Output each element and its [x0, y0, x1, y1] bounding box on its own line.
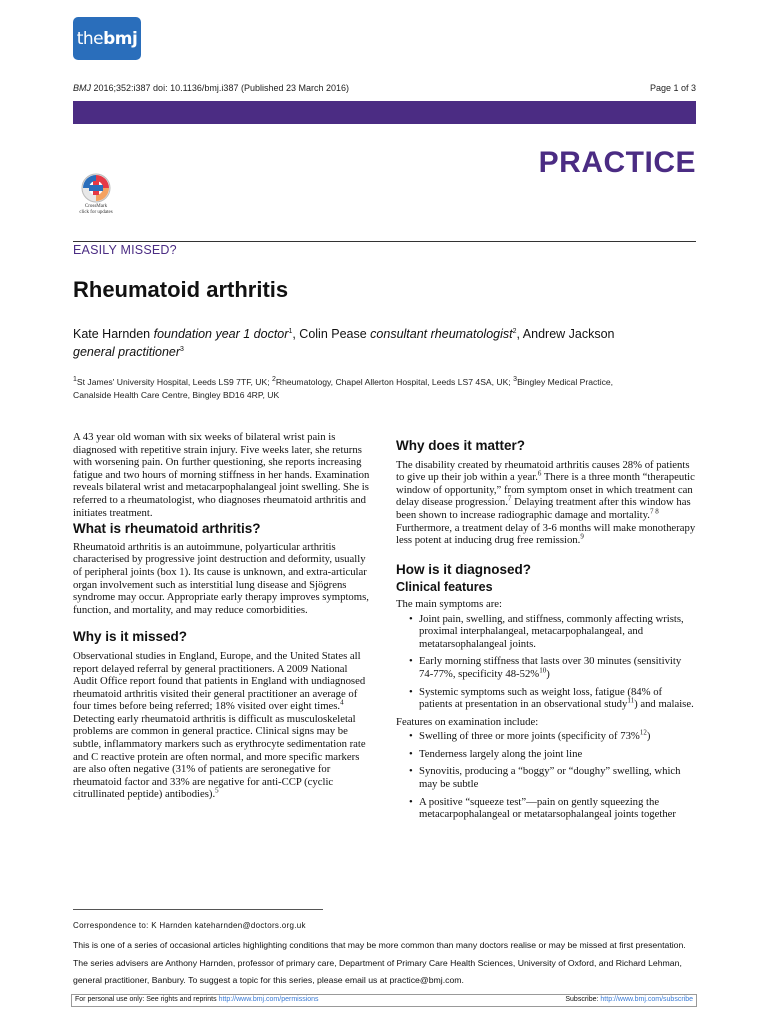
ref-12: 12 [639, 728, 647, 737]
symptom-list [396, 613, 696, 711]
journal-name: BMJ [73, 83, 91, 93]
article-title: Rheumatoid arthritis [73, 277, 289, 302]
exam-1-end: ) [646, 730, 651, 743]
subscribe-link[interactable]: http://www.bmj.com/subscribe [600, 996, 693, 1003]
symptom-2: Early morning stiffness that lasts over 30 minutes (sensitivity 74-77%, specificity 48-52% [419, 655, 682, 680]
author-3: , Andrew Jackson [516, 327, 615, 341]
why-matter-text [396, 459, 696, 547]
author-3-role: general practitioner [73, 345, 181, 359]
ref-7: 7 [507, 494, 512, 503]
author-1: Kate Harnden [73, 327, 154, 341]
heading-clinical-features: Clinical features [396, 580, 493, 595]
author-1-sup: 1 [288, 327, 293, 335]
ref-11: 11 [627, 696, 635, 705]
correspondence-label: Correspondence to: [73, 921, 152, 930]
matter-3: Delaying treatment after this window has been shown to increase radiographic damage and mortality. [396, 496, 691, 521]
subscribe-note [565, 996, 693, 1003]
bullet: • [409, 795, 413, 808]
list-item [396, 748, 696, 761]
right-column [396, 440, 696, 826]
author-2: , Colin Pease [292, 327, 371, 341]
authors [73, 325, 698, 361]
case-intro: A 43 year old woman with six weeks of bilateral wrist pain is diagnosed with repetitive strain injury. Five weeks later, she returns with worsening pain. On further questioning, she reports increasing fatigue and two hours of morning stiffness in her hands. Examination reveals bilateral wrist and metacarpophalangeal joint swelling. She is referred to a rheumatologist, who diagnoses rheumatoid arthritis and initiates treatment. [73, 431, 370, 519]
symptom-3-end: ) and malaise. [634, 698, 694, 711]
affil-sup-2: 2 [271, 376, 276, 384]
header-bar [73, 101, 696, 124]
affil-sup-3: 3 [513, 376, 518, 384]
why-missed-text [73, 650, 373, 801]
crossmark-label [75, 204, 117, 216]
series-kicker: EASILY MISSED? [73, 243, 177, 257]
bullet: • [409, 730, 413, 743]
matter-2: There is a three month “therapeutic window of opportunity,” from symptom onset in which treatment can delay disease progression. [396, 471, 695, 509]
ref-7-8: 7 8 [649, 507, 659, 516]
correspondence [73, 921, 306, 930]
footnote-divider [73, 909, 323, 910]
affil-2: Rheumatology, Chapel Allerton Hospital, Leeds LS7 4SA, UK; [275, 377, 514, 387]
personal-use-note [75, 996, 319, 1003]
bullet: • [409, 685, 413, 698]
ref-10: 10 [539, 666, 547, 675]
crossmark-name: CrossMark [84, 204, 108, 209]
series-note: This is one of a series of occasional articles highlighting conditions that may be more common than many doctors realise or may be missed at first presentation. The series advisers are Anthony Harnden, professor of primary care, Department of Primary Care Health Sciences, University of Oxford, and Richard Lehman, general practitioner, Banbury. To suggest a topic for this series, please email us at practice@bmj.com. [73, 940, 686, 985]
list-item [396, 796, 696, 821]
ref-9: 9 [580, 532, 584, 541]
symptom-3: Systemic symptoms such as weight loss, fatigue (84% of patients at presentation in an observational study [419, 685, 663, 711]
heading-diagnosed: How is it diagnosed? [396, 561, 532, 577]
author-1-role: foundation year 1 doctor [153, 327, 289, 341]
exam-features-intro: Features on examination include: [396, 715, 539, 728]
footer-box [71, 994, 697, 1007]
author-3-sup: 3 [180, 345, 184, 353]
heading-what-is: What is rheumatoid arthritis? [73, 521, 261, 537]
affiliations [73, 376, 698, 401]
heading-why-matter: Why does it matter? [396, 438, 526, 453]
section-title: PRACTICE [538, 146, 696, 179]
why-missed-text-1: Observational studies in England, Europe, and the United States all report delayed referral by general practitioners. A 2009 National Audit Office report found that patients in England with undiagnosed rheumatoid arthritis visited their general practitioner an average of four times before being referred; 18% visited over eight times. [73, 649, 366, 713]
list-item [396, 655, 696, 680]
what-is-text: Rheumatoid arthritis is an autoimmune, polyarticular arthritis characterised by progressive joint destruction and deformity, usually of peripheral joints (box 1). Its cause is unknown, and extra-articular organ involvement such as interstitial lung disease and Sjögrens syndrome may occur. Appropriate early therapy improves symptoms, function, and mortality, and may reduce comorbidities. [73, 540, 369, 616]
affil-3-cont: Canalside Health Care Centre, Bingley BD16 4RP, UK [73, 389, 280, 400]
logo-bmj: bmj [103, 28, 138, 49]
list-item [396, 765, 696, 790]
permissions-link[interactable]: http://www.bmj.com/permissions [218, 996, 319, 1003]
list-item [396, 686, 696, 711]
affil-sup-1: 1 [73, 376, 77, 384]
matter-4: Furthermore, a treatment delay of 3-6 months will make monotherapy less potent at inducing drug free remission. [396, 521, 696, 547]
divider [73, 241, 696, 242]
crossmark-sublabel: click for updates [79, 210, 113, 215]
exam-list [396, 730, 696, 821]
bullet: • [409, 612, 413, 625]
left-column [73, 431, 373, 801]
exam-2: Tenderness largely along the joint line [419, 747, 583, 760]
main-symptoms-intro: The main symptoms are: [396, 597, 502, 610]
logo-the: the [76, 28, 104, 49]
affil-3: Bingley Medical Practice, [517, 377, 614, 387]
ref-4: 4 [340, 698, 344, 707]
author-2-sup: 2 [512, 327, 517, 335]
bullet: • [409, 747, 413, 760]
bullet: • [409, 655, 413, 668]
symptom-1: Joint pain, swelling, and stiffness, commonly affecting wrists, proximal interphalangeal, metacarpophalangeal, and metatarsophalangeal joints. [419, 612, 684, 650]
heading-why-missed: Why is it missed? [73, 629, 188, 645]
ref-6: 6 [537, 469, 542, 478]
list-item [396, 613, 696, 651]
subscribe-label: Subscribe: [565, 996, 601, 1003]
citation-rest: 2016;352:i387 doi: 10.1136/bmj.i387 (Published 23 March 2016) [91, 83, 350, 93]
page-number: Page 1 of 3 [649, 83, 696, 93]
why-missed-text-2: Detecting early rheumatoid arthritis is difficult as musculoskeletal problems are common in general practice. Clinical signs may be subtle, inflammatory markers such as erythrocyte sedimentation rate and C reactive protein are often normal, and more specific markers are also often negative (31% of patients are seronegative for rheumatoid factor and 33% are negative for anti-CCP (cyclic citrullinated peptide) antibodies). [73, 712, 366, 801]
ref-5: 5 [215, 786, 219, 795]
correspondence-text: K Harnden kateharnden@doctors.org.uk [151, 921, 306, 930]
matter-1: The disability created by rheumatoid arthritis causes 28% of patients to give up their job within a year. [396, 458, 690, 484]
affil-1: St James' University Hospital, Leeds LS9 7TF, UK; [76, 377, 272, 387]
author-2-role: consultant rheumatologist [370, 327, 513, 341]
symptom-2-end: ) [546, 667, 550, 680]
exam-3: Synovitis, producing a “boggy” or “doughy” swelling, which may be subtle [419, 765, 681, 791]
bmj-logo[interactable] [73, 17, 141, 60]
bullet: • [409, 765, 413, 778]
exam-4: A positive “squeeze test”—pain on gently squeezing the metacarpophalangeal or metatarsophalangeal joints together [419, 795, 676, 821]
personal-use-text: For personal use only: See rights and reprints [75, 996, 219, 1003]
citation-line [73, 83, 349, 93]
exam-1: Swelling of three or more joints (specificity of 73% [419, 730, 640, 743]
list-item [396, 730, 696, 743]
